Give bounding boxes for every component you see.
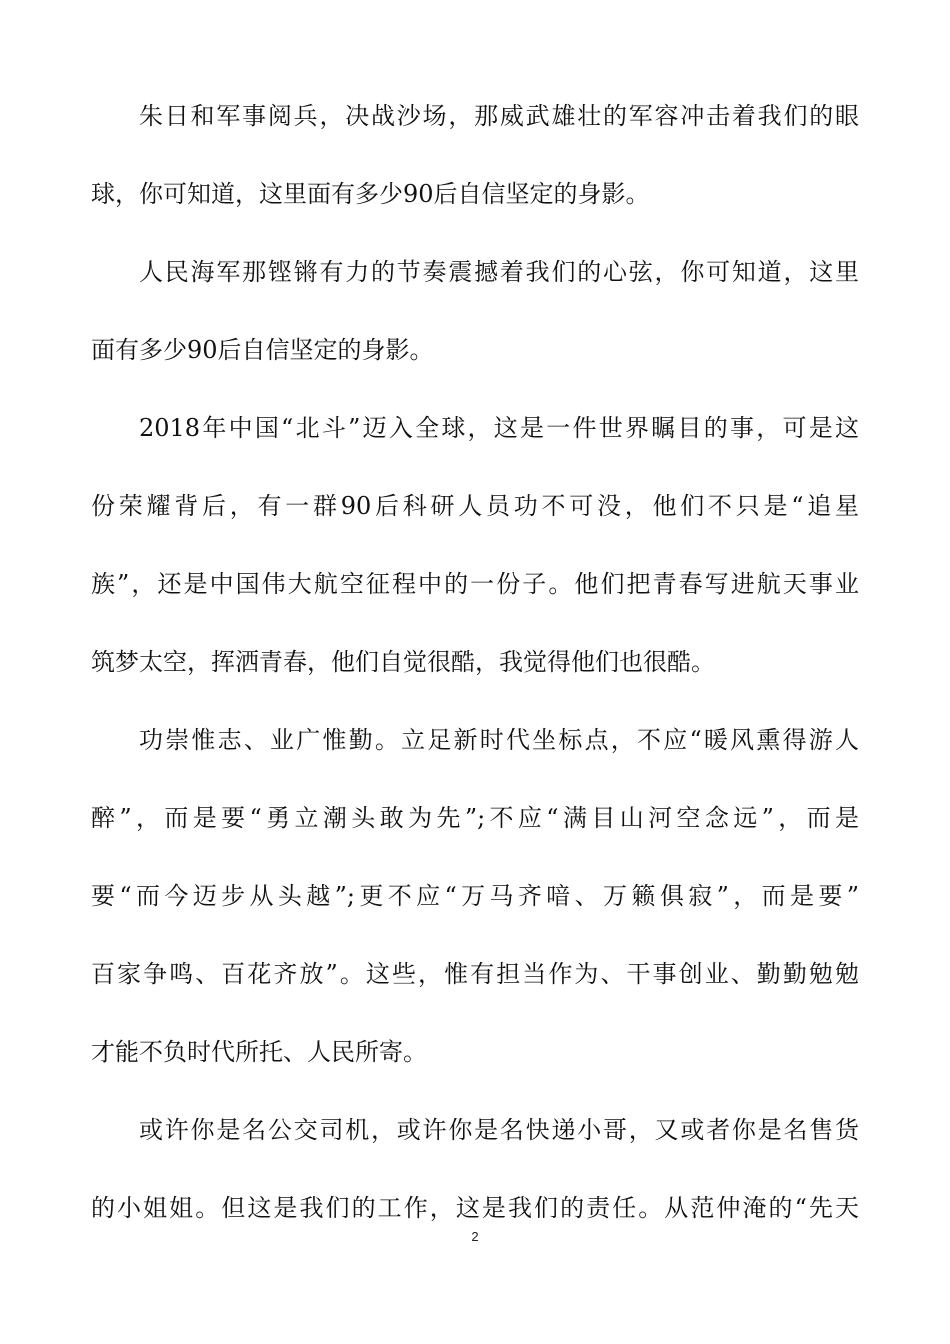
text-line: 才能不负时代所托、人民所寄。 (91, 1038, 427, 1066)
text-line: 2018年中国“北斗”迈入全球，这是一件世界瞩目的事，可是这 (139, 414, 859, 442)
body-text (91, 104, 859, 1274)
text-line: 球，你可知道，这里面有多少90后自信坚定的身影。 (91, 180, 650, 208)
text-line: 功崇惟志、业广惟勤。立足新时代坐标点，不应“暖风熏得游人 (139, 726, 859, 754)
text-line: 百家争鸣、百花齐放”。这些，惟有担当作为、干事创业、勤勤勉勉 (91, 960, 859, 988)
text-line: 醉”，而是要“勇立潮头敢为先”;不应“满目山河空念远”，而是 (91, 804, 859, 832)
text-line: 份荣耀背后，有一群90后科研人员功不可没，他们不只是“追星 (91, 492, 859, 520)
text-line: 或许你是名公交司机，或许你是名快递小哥，又或者你是名售货 (139, 1116, 859, 1144)
text-line: 的小姐姐。但这是我们的工作，这是我们的责任。从范仲淹的“先天 (91, 1194, 859, 1222)
text-line: 要“而今迈步从头越”;更不应“万马齐喑、万籁俱寂”，而是要” (91, 882, 859, 910)
text-line: 筑梦太空，挥洒青春，他们自觉很酷，我觉得他们也很酷。 (91, 648, 715, 676)
text-line: 人民海军那铿锵有力的节奏震撼着我们的心弦，你可知道，这里 (139, 258, 859, 286)
text-line: 族”，还是中国伟大航空征程中的一份子。他们把青春写进航天事业 (91, 570, 859, 598)
text-line: 朱日和军事阅兵，决战沙场，那威武雄壮的军容冲击着我们的眼 (139, 102, 859, 130)
page-number: 2 (471, 1229, 479, 1244)
text-line: 面有多少90后自信坚定的身影。 (91, 336, 434, 364)
